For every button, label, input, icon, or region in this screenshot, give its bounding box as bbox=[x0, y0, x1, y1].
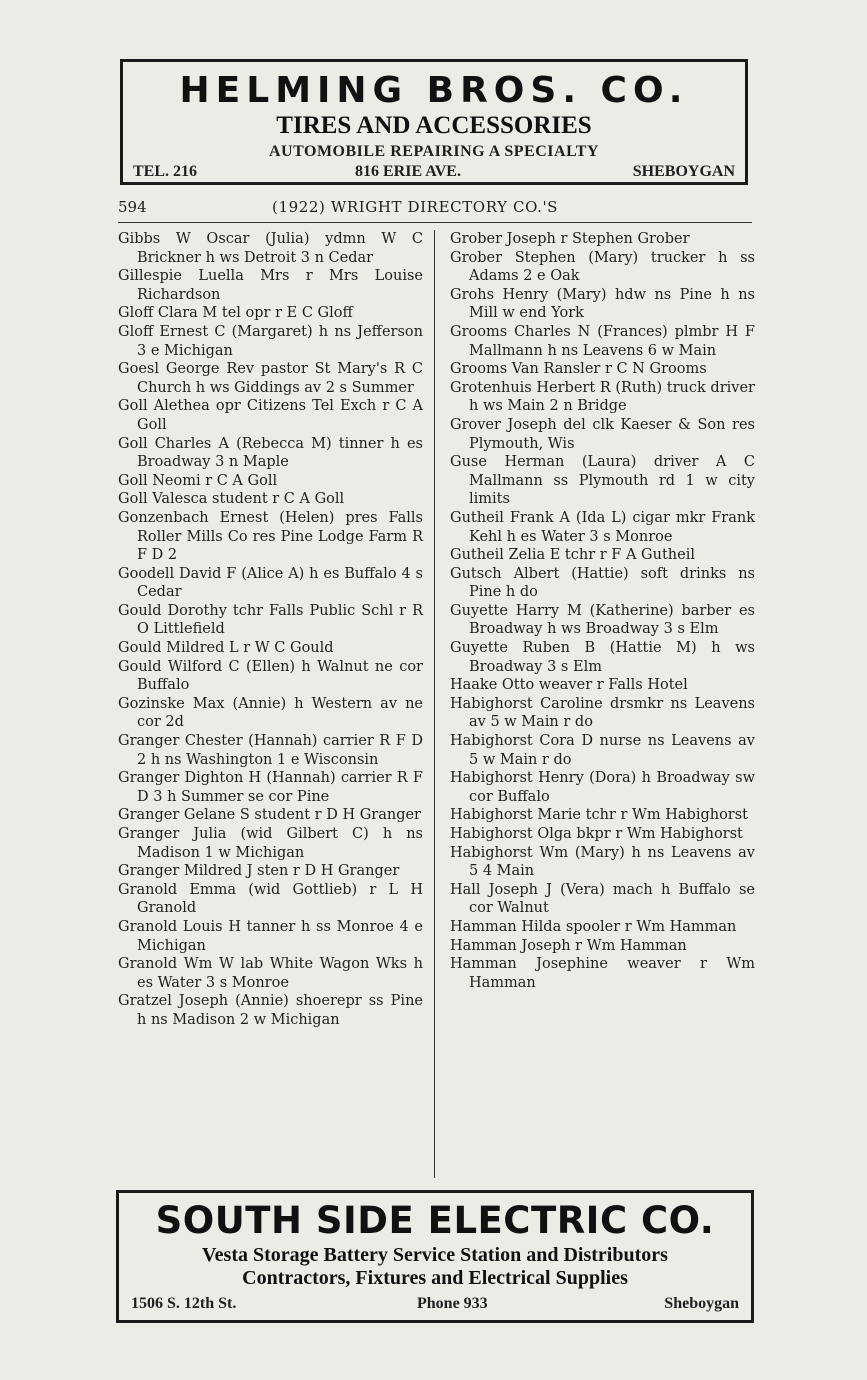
directory-entry: Gibbs W Oscar (Julia) ydmn W C Brickner h ws Detroit 3 n Cedar bbox=[118, 231, 423, 266]
directory-entry: Grooms Van Ransler r C N Grooms bbox=[450, 361, 707, 378]
bottom-advertisement bbox=[116, 1190, 754, 1323]
directory-entry: Haake Otto weaver r Falls Hotel bbox=[450, 677, 688, 694]
directory-entry: Granger Dighton H (Hannah) carrier R F D 3 h Summer se cor Pine bbox=[118, 770, 423, 805]
directory-entry: Habighorst Marie tchr r Wm Habighorst bbox=[450, 807, 749, 824]
directory-entry: Habighorst Olga bkpr r Wm Habighorst bbox=[450, 826, 743, 842]
directory-entry: Gould Dorothy tchr Falls Public Schl r R O Littlefield bbox=[118, 602, 423, 638]
directory-entry: Goll Valesca student r C A Goll bbox=[118, 491, 345, 508]
directory-entry: Granold Wm W lab White Wagon Wks h es Water 3 s Monroe bbox=[118, 956, 423, 991]
right-column bbox=[450, 230, 755, 992]
directory-entry: Hamman Josephine weaver r Wm Hamman bbox=[450, 956, 755, 991]
directory-entry: Granger Chester (Hannah) carrier R F D 2 h ns Washington 1 e Wisconsin bbox=[118, 733, 423, 768]
directory-entry: Granold Emma (wid Gottlieb) r L H Granold bbox=[118, 881, 423, 917]
directory-entry: Guyette Ruben B (Hattie M) h ws Broadway 3 s Elm bbox=[450, 640, 755, 675]
ad-city: Sheboygan bbox=[664, 1295, 739, 1312]
directory-entry: Gutheil Frank A (Ida L) cigar mkr Frank Kehl h es Water 3 s Monroe bbox=[450, 509, 755, 545]
directory-entry: Grover Joseph del clk Kaeser & Son res Plymouth, Wis bbox=[450, 416, 755, 452]
directory-entry: Goodell David F (Alice A) h es Buffalo 4 s Cedar bbox=[118, 565, 423, 601]
directory-entry: Granger Gelane S student r D H Granger bbox=[118, 807, 421, 824]
directory-entry: Hamman Hilda spooler r Wm Hamman bbox=[450, 918, 737, 935]
page-number: 594 bbox=[118, 198, 147, 216]
directory-entry: Gloff Clara M tel opr r E C Gloff bbox=[118, 305, 353, 322]
ad-city: SHEBOYGAN bbox=[632, 163, 735, 180]
left-column bbox=[118, 230, 423, 1030]
directory-entry: Guse Herman (Laura) driver A C Mallmann ss Plymouth rd 1 w city limits bbox=[450, 454, 755, 508]
directory-entry: Gould Wilford C (Ellen) h Walnut ne cor Buffalo bbox=[118, 658, 423, 694]
directory-entry: Grotenhuis Herbert R (Ruth) truck driver h ws Main 2 n Bridge bbox=[450, 379, 755, 415]
directory-entry: Goll Alethea opr Citizens Tel Exch r C A Goll bbox=[118, 398, 423, 433]
ad-company-name: HELMING BROS. CO. bbox=[179, 70, 689, 111]
directory-entry: Gonzenbach Ernest (Helen) pres Falls Roller Mills Co res Pine Lodge Farm R F D 2 bbox=[118, 509, 423, 564]
directory-entry: Goll Charles A (Rebecca M) tinner h es Broadway 3 n Maple bbox=[118, 435, 423, 471]
directory-entry: Grober Joseph r Stephen Grober bbox=[450, 231, 690, 247]
directory-entry: Granger Julia (wid Gilbert C) h ns Madison 1 w Michigan bbox=[118, 826, 423, 861]
header-rule bbox=[118, 222, 752, 223]
page-title: (1922) WRIGHT DIRECTORY CO.'S bbox=[272, 198, 559, 216]
ad-address: 1506 S. 12th St. bbox=[131, 1295, 237, 1312]
ad-telephone: TEL. 216 bbox=[133, 163, 198, 180]
ad-company-name: SOUTH SIDE ELECTRIC CO. bbox=[155, 1199, 715, 1242]
ad-specialty: AUTOMOBILE REPAIRING A SPECIALTY bbox=[269, 143, 599, 160]
directory-entry: Habighorst Wm (Mary) h ns Leavens av 5 4 Main bbox=[450, 844, 755, 880]
directory-entry: Grohs Henry (Mary) hdw ns Pine h ns Mill w end York bbox=[450, 286, 755, 322]
directory-entry: Guyette Harry M (Katherine) barber es Broadway h ws Broadway 3 s Elm bbox=[450, 602, 755, 638]
directory-entry: Gutsch Albert (Hattie) soft drinks ns Pine h do bbox=[450, 565, 755, 601]
directory-entry: Hall Joseph J (Vera) mach h Buffalo se cor Walnut bbox=[450, 881, 755, 917]
ad-tagline: TIRES AND ACCESSORIES bbox=[276, 112, 592, 139]
directory-entry: Goesl George Rev pastor St Mary's R C Church h ws Giddings av 2 s Summer bbox=[118, 361, 423, 396]
directory-entry: Habighorst Henry (Dora) h Broadway sw cor Buffalo bbox=[450, 770, 755, 805]
directory-entry: Goll Neomi r C A Goll bbox=[118, 472, 278, 489]
directory-entry: Gould Mildred L r W C Gould bbox=[118, 640, 334, 657]
directory-entry: Granger Mildred J sten r D H Granger bbox=[118, 863, 400, 880]
directory-entry: Gutheil Zelia E tchr r F A Gutheil bbox=[450, 547, 695, 564]
directory-entry: Gloff Ernest C (Margaret) h ns Jefferson 3 e Michigan bbox=[118, 323, 423, 359]
ad-products-line: Contractors, Fixtures and Electrical Supplies bbox=[242, 1267, 628, 1289]
directory-entry: Gillespie Luella Mrs r Mrs Louise Richardson bbox=[118, 268, 423, 303]
ad-service-line: Vesta Storage Battery Service Station and Distributors bbox=[202, 1244, 668, 1266]
directory-entry: Gratzel Joseph (Annie) shoerepr ss Pine h ns Madison 2 w Michigan bbox=[118, 993, 423, 1028]
ad-address: 816 ERIE AVE. bbox=[355, 163, 461, 180]
ad-phone: Phone 933 bbox=[417, 1295, 488, 1312]
directory-entry: Granold Louis H tanner h ss Monroe 4 e Michigan bbox=[118, 918, 423, 954]
directory-entry: Habighorst Cora D nurse ns Leavens av 5 w Main r do bbox=[450, 733, 755, 768]
directory-entry: Habighorst Caroline drsmkr ns Leavens av 5 w Main r do bbox=[450, 695, 755, 731]
directory-entry: Grober Stephen (Mary) trucker h ss Adams 2 e Oak bbox=[450, 249, 755, 285]
column-divider bbox=[434, 230, 435, 1178]
directory-entry: Gozinske Max (Annie) h Western av ne cor 2d bbox=[118, 695, 423, 731]
top-advertisement bbox=[120, 59, 748, 185]
directory-entry: Hamman Joseph r Wm Hamman bbox=[450, 937, 687, 954]
directory-entry: Grooms Charles N (Frances) plmbr H F Mallmann h ns Leavens 6 w Main bbox=[450, 323, 755, 359]
